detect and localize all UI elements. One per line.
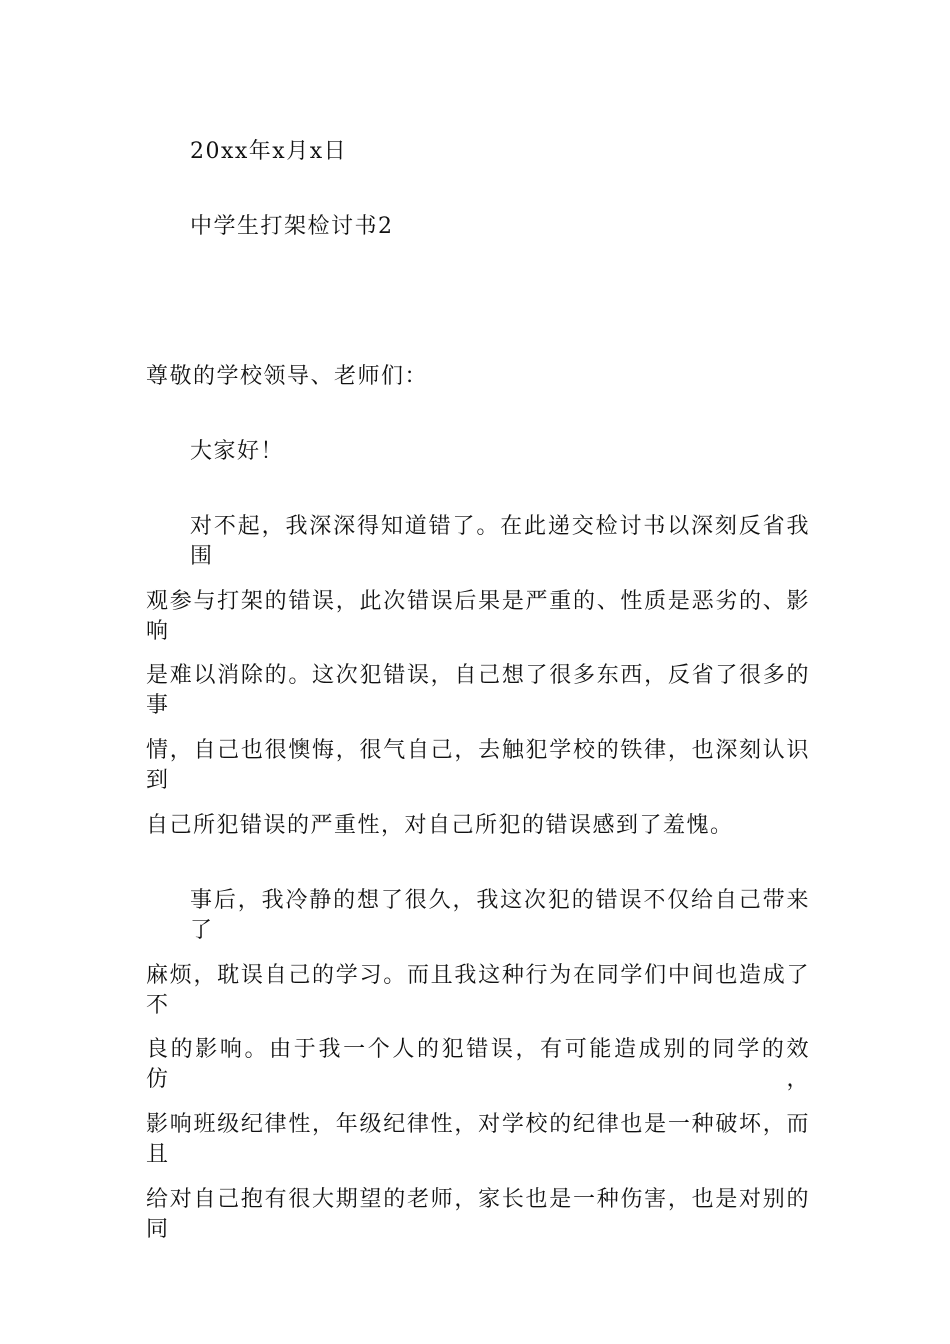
paragraph-line: 对不起，我深深得知道错了。在此递交检讨书以深刻反省我围 xyxy=(190,514,810,569)
paragraph-line: 观参与打架的错误，此次错误后果是严重的、性质是恶劣的、影响 xyxy=(146,589,810,644)
greeting: 大家好！ xyxy=(190,439,285,464)
paragraph-line: 给对自己抱有很大期望的老师，家长也是一种伤害，也是对别的同 xyxy=(146,1187,810,1242)
paragraph-line: 良的影响。由于我一个人的犯错误，有可能造成别的同学的效仿， xyxy=(146,1037,810,1092)
document-title: 中学生打架检讨书2 xyxy=(190,214,394,239)
salutation: 尊敬的学校领导、老师们： xyxy=(146,364,429,389)
paragraph-line: 自己所犯错误的严重性，对自己所犯的错误感到了羞愧。 xyxy=(146,813,734,838)
paragraph-line: 事后，我冷静的想了很久，我这次犯的错误不仅给自己带来了 xyxy=(190,888,810,943)
paragraph-line: 情，自己也很懊悔，很气自己，去触犯学校的铁律，也深刻认识到 xyxy=(146,738,810,793)
paragraph-line: 麻烦，耽误自己的学习。而且我这种行为在同学们中间也造成了不 xyxy=(146,963,810,1018)
paragraph-line: 影响班级纪律性，年级纪律性，对学校的纪律也是一种破坏，而且 xyxy=(146,1112,810,1167)
document-date: 20xx年x月x日 xyxy=(190,139,348,164)
paragraph-line: 是难以消除的。这次犯错误，自己想了很多东西，反省了很多的事 xyxy=(146,663,810,718)
